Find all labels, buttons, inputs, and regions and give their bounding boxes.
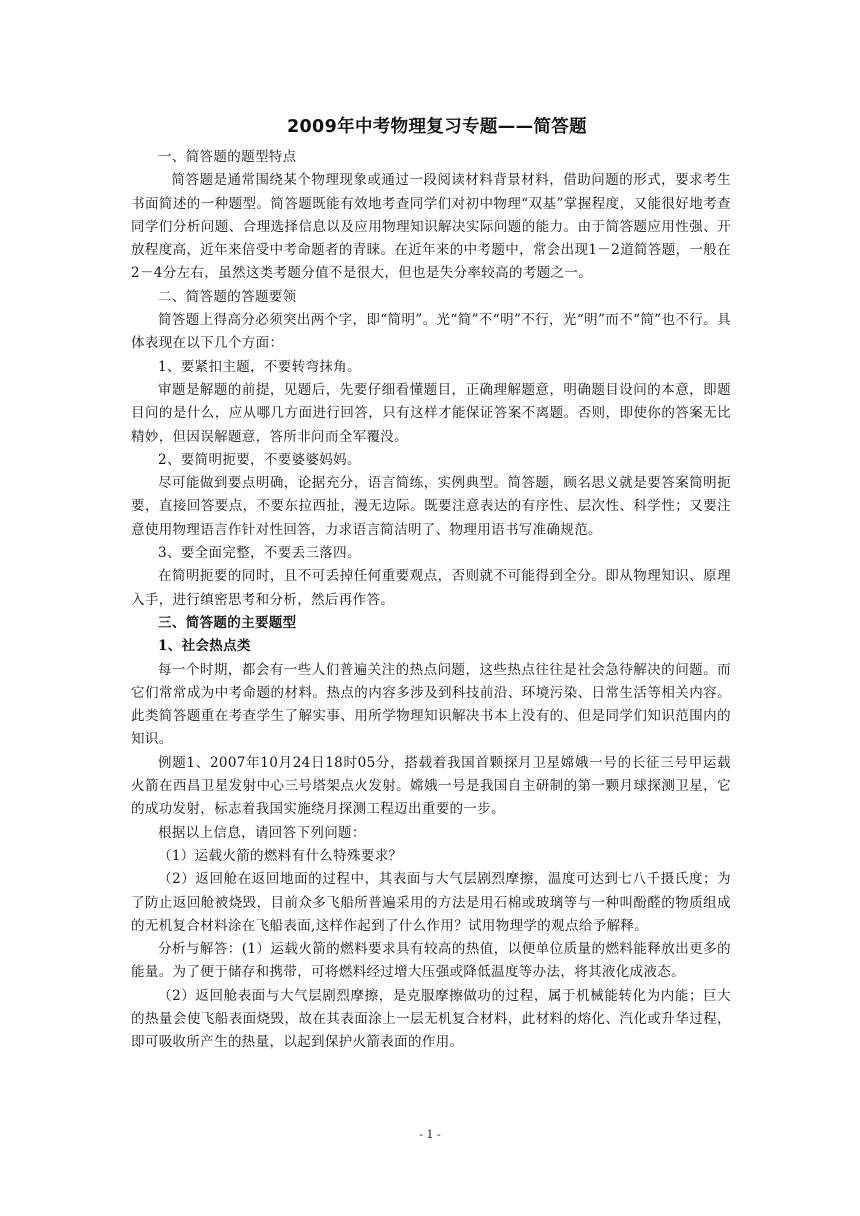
paragraph: 尽可能做到要点明确，论据充分，语言简练，实例典型。简答题，顾名思义就是要答案简明扼要，直接回答要点，不要东拉西扯，漫无边际。既要注意表达的有序性、层次性、科学性；又要注意使用物理语言作针对性回答，力求语言简洁明了、物理用语书写准确规范。: [131, 475, 731, 538]
paragraph: （2）返回舱在返回地面的过程中，其表面与大气层剧烈摩擦，温度可达到七八千摄氏度；为了防止返回舱被烧毁，目前众多飞船所普遍采用的方法是用石棉或玻璃等与一种叫酚醛的物质组成的无机复合材料涂在飞船表面,这样作起到了什么作用？试用物理学的观点给予解释。: [131, 871, 731, 934]
document-body: [131, 112, 731, 1055]
paragraph: 一、简答题的题型特点: [158, 149, 297, 165]
paragraph: 分析与解答：(1）运载火箭的燃料要求具有较高的热值，以便单位质量的燃料能释放出更多的能量。为了便于储存和携带，可将燃料经过增大压强或降低温度等办法，将其液化成液态。: [131, 941, 731, 981]
paragraph: 根据以上信息，请回答下列问题：: [158, 824, 366, 841]
paragraph: 1、社会热点类: [158, 638, 251, 655]
paragraph: （2）返回舱表面与大气层剧烈摩擦，是克服摩擦做功的过程，属于机械能转化为内能；巨大的热量会使飞船表面烧毁，故在其表面涂上一层无机复合材料，此材料的熔化、汽化或升华过程，即可吸收所产生的热量，以起到保护火箭表面的作用。: [131, 987, 731, 1051]
paragraph: 例题1、2007年10月24日18时05分，搭载着我国首颗探月卫星嫦娥一号的长征三号甲运载火箭在西昌卫星发射中心三号塔架点火发射。嫦娥一号是我国自主研制的第一颗月球探测卫星，它的成功发射，标志着我国实施绕月探测工程迈出重要的一步。: [131, 754, 731, 818]
paragraph: 每一个时期，都会有一些人们普遍关注的热点问题，这些热点往往是社会急待解决的问题。而它们常常成为中考命题的材料。热点的内容多涉及到科技前沿、环境污染、日常生活等相关内容。此类简答题重在考查学生了解实事、用所学物理知识解决书本上没有的、但是同学们知识范围内的知识。: [131, 661, 731, 748]
paragraph: 在简明扼要的同时，且不可丢掉任何重要观点，否则就不可能得到全分。即从物理知识、原理入手，进行缜密思考和分析，然后再作答。: [131, 568, 731, 608]
document-title: 2009年中考物理复习专题——简答题: [286, 117, 587, 137]
paragraph: 1、要紧扣主题，不要转弯抹角。: [158, 358, 361, 375]
paragraph: 3、要全面完整，不要丢三落四。: [158, 545, 361, 562]
paragraph: 2、要简明扼要，不要婆婆妈妈。: [158, 451, 361, 468]
paragraph: 简答题是通常围绕某个物理现象或通过一段阅读材料背景材料，借助问题的形式，要求考生书面简述的一种题型。简答题既能有效地考查同学们对初中物理“双基”掌握程度，又能很好地考查同学们分析问题、合理选择信息以及应用物理知识解决实际问题的能力。由于简答题应用性强、开放程度高，近年来倍受中考命题者的青睐。在近年来的中考题中，常会出现1－2道简答题，一般在2－4分左右，虽然这类考题分值不是很大，但也是失分率较高的考题之一。: [131, 172, 731, 282]
paragraph: 审题是解题的前提，见题后，先要仔细看懂题目，正确理解题意，明确题目设问的本意，即题目问的是什么，应从哪几方面进行回答，只有这样才能保证答案不离题。否则，即使你的答案无比精妙，但因误解题意，答所非问而全军覆没。: [131, 381, 731, 445]
paragraph: （1）运载火箭的燃料有什么特殊要求？: [158, 847, 403, 864]
paragraph: 三、简答题的主要题型: [158, 614, 297, 631]
page-number: - 1 -: [419, 1128, 441, 1141]
paragraph: 二、简答题的答题要领: [158, 288, 297, 305]
paragraph: 简答题上得高分必须突出两个字，即“简明”。光“简”不“明”不行，光“明”而不“简”也不行。具体表现在以下几个方面：: [131, 312, 731, 352]
paragraph-list: [131, 146, 731, 1055]
